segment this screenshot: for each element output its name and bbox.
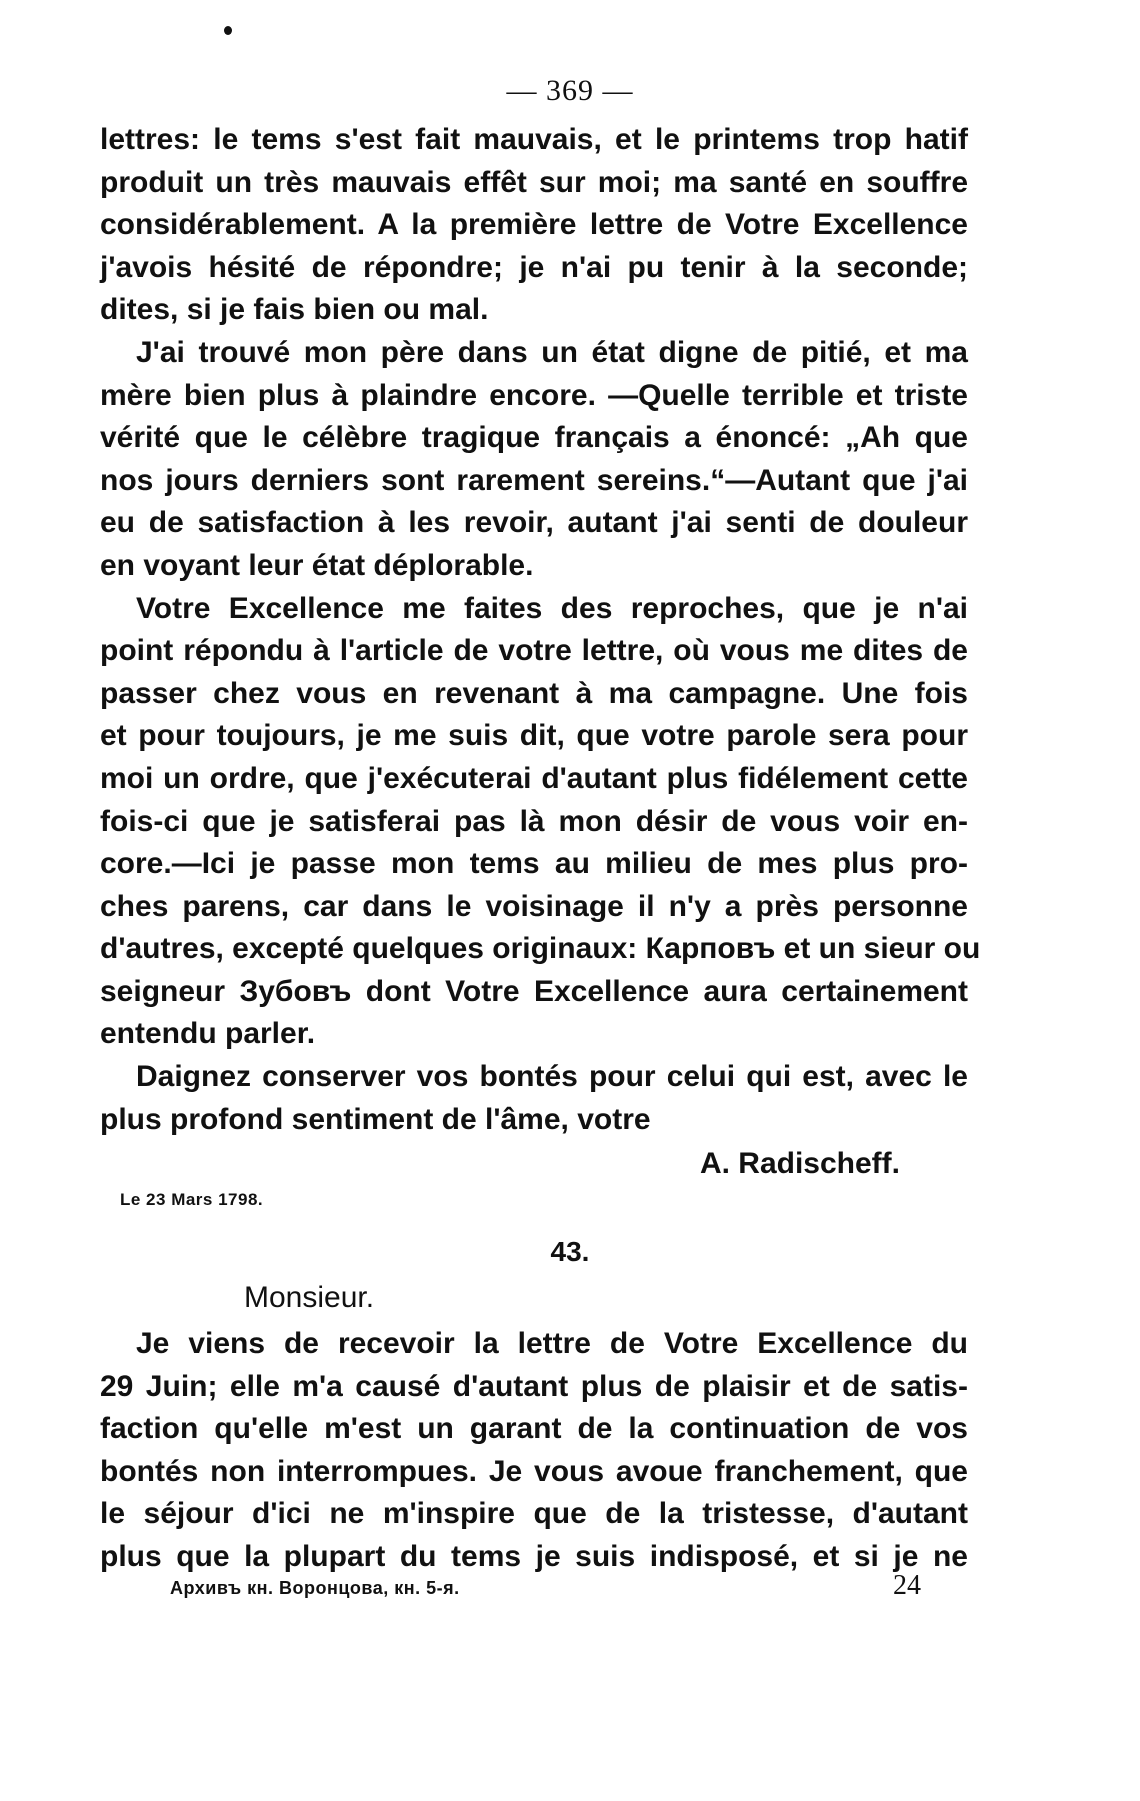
text-line: plus que la plupart du tems je suis indisposé, et si je ne — [100, 1539, 968, 1573]
date-line: Le 23 Mars 1798. — [120, 1190, 264, 1209]
text-line: moi un ordre, que j'exécuterai d'autant plus fidélement cette — [100, 761, 968, 795]
text-line: core.—Ici je passe mon tems au milieu de mes plus pro- — [100, 847, 968, 881]
text-line: seigneur Зубовъ dont Votre Excellence aura certainement — [100, 974, 968, 1008]
text-line: bontés non interrompues. Je vous avoue franchement, que — [100, 1454, 968, 1488]
text-line: produit un très mauvais effêt sur moi; ma santé en souffre — [100, 165, 968, 199]
text-line: Daignez conserver vos bontés pour celui qui est, avec le — [136, 1060, 968, 1094]
text-line: J'ai trouvé mon père dans un état digne de pitié, et ma — [136, 335, 968, 369]
text-line: dites, si je fais bien ou mal. — [100, 293, 489, 327]
text-line: entendu parler. — [100, 1017, 316, 1051]
ink-speck — [224, 26, 232, 35]
text-line: faction qu'elle m'est un garant de la continuation de vos — [100, 1412, 968, 1446]
text-line: eu de satisfaction à les revoir, autant j'ai senti de douleur — [100, 506, 968, 540]
text-line: lettres: le tems s'est fait mauvais, et le printems trop hatif — [100, 123, 968, 156]
text-line: nos jours derniers sont rarement sereins.“—Autant que j'ai — [100, 463, 968, 497]
text-line: 29 Juin; elle m'a causé d'autant plus de plaisir et de satis- — [100, 1369, 968, 1403]
text-line: Je viens de recevoir la lettre de Votre Excellence du — [136, 1327, 968, 1360]
letter-2-body — [100, 1323, 968, 1579]
signature: A. Radischeff. — [699, 1147, 900, 1180]
salutation: Monsieur. — [244, 1281, 375, 1314]
text-line: en voyant leur état déplorable. — [100, 548, 534, 582]
text-line: j'avois hésité de répondre; je n'ai pu tenir à la seconde; — [100, 250, 968, 284]
text-line: vérité que le célèbre tragique français a énoncé: „Ah que — [100, 421, 968, 455]
letter-number: 43. — [550, 1236, 590, 1267]
text-line: ches parens, car dans le voisinage il n'y a près personne — [100, 889, 968, 923]
text-line: passer chez vous en revenant à ma campagne. Une fois — [100, 676, 968, 710]
archive-footnote: Архивъ кн. Воронцова, кн. 5-я. — [170, 1578, 460, 1598]
text-line: le séjour d'ici ne m'inspire que de la tristesse, d'autant — [100, 1497, 968, 1531]
text-line: Votre Excellence me faites des reproches, que je n'ai — [136, 591, 968, 625]
text-line: et pour toujours, je me suis dit, que votre parole sera pour — [100, 719, 968, 753]
text-line: point répondu à l'article de votre lettre, où vous me dites de — [100, 634, 968, 668]
page-number-header: — 369 — — [506, 74, 634, 107]
text-line: fois-ci que je satisferai pas là mon désir de vous voir en- — [100, 804, 968, 838]
letter-1-body — [100, 119, 981, 1141]
signature-mark: 24 — [893, 1570, 921, 1601]
text-line: d'autres, excepté quelques originaux: Карповъ et un sieur ou — [100, 932, 981, 966]
text-line: mère bien plus à plaindre encore. —Quelle terrible et triste — [100, 378, 968, 412]
text-line: plus profond sentiment de l'âme, votre — [100, 1102, 651, 1136]
text-line: considérablement. A la première lettre de Votre Excellence — [100, 208, 968, 242]
